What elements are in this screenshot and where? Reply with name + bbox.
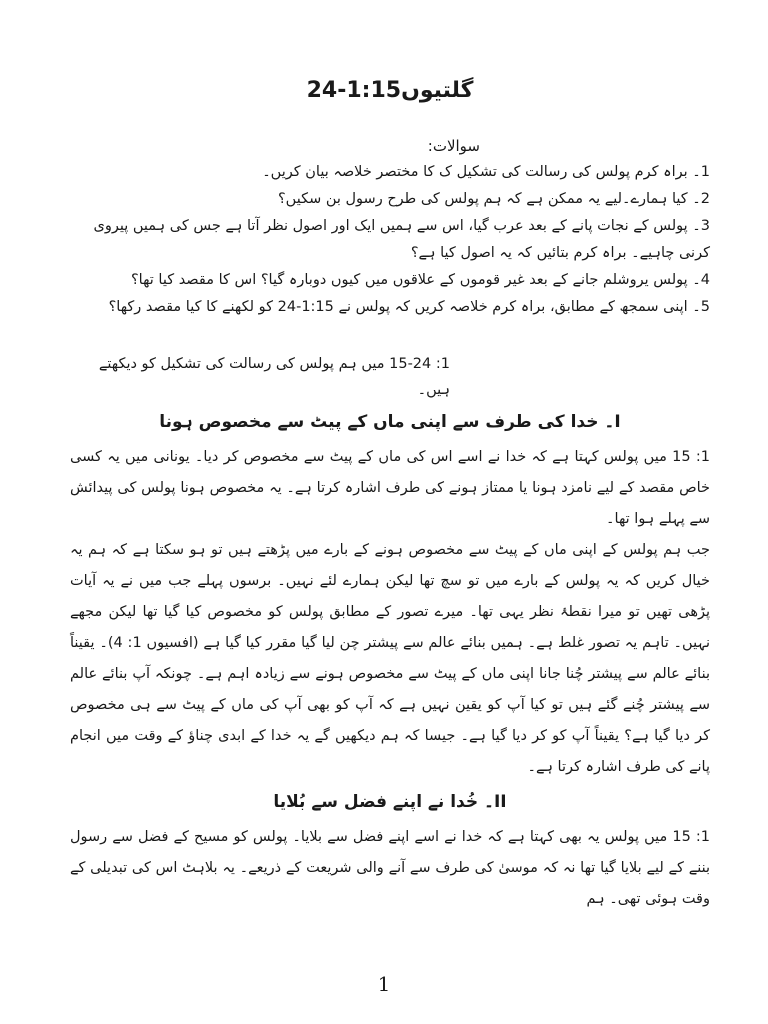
section-heading-2: II۔ خُدا نے اپنے فضل سے بُلایا — [273, 792, 507, 812]
question-item: 2۔ کیا ہمارے۔لیے یہ ممکن ہے کہ ہم پولس کی طرح رسول بن سکیں؟ — [277, 191, 710, 207]
question-item: 1۔ براہ کرم پولس کی رسالت کی تشکیل ک کا مختصر خلاصہ بیان کریں۔ — [262, 164, 710, 180]
questions-label: سوالات: — [427, 137, 480, 155]
question-item: 3۔ پولس کے نجات پانے کے بعد عرب گیا، اس سے ہمیں ایک اور اصول نظر آتا ہے جس کی ہمیں پیروی کرنی چاہیے۔ براہ کرم بتائیں کہ یہ اصول کیا ہے؟ — [93, 218, 710, 261]
section-heading-1: I۔ خدا کی طرف سے اپنی ماں کے پیٹ سے مخصوص ہونا — [159, 412, 621, 432]
question-item: 4۔ پولس یروشلم جانے کے بعد غیر قوموں کے علاقوں میں کیوں دوبارہ گیا؟ اس کا مقصد کیا تھا؟ — [130, 272, 710, 288]
paragraph: جب ہم پولس کے اپنی ماں کے پیٹ سے مخصوص ہونے کے بارے میں پڑھتے ہیں تو ہو سکتا ہے کہ ہم یہ خیال کریں کہ یہ پولس کے بارے میں تو سچ تھا لیکن ہمارے لئے نہیں۔ برسوں پہلے جب میں نے یہ آیات پڑھی تھیں تو میرا نقطۂ نظر یہی تھا۔ میرے تصور کے مطابق پولس کو مخصوص کیا گیا تھا لیکن مجھے نہیں۔ تاہم یہ تصور غلط ہے۔ ہمیں بنائے عالم سے پیشتر چن لیا گیا مقرر کیا گیا ہے (افسیوں 1: 4)۔ یقیناً بنائے عالم سے پیشتر چُنا جانا اپنی ماں کے پیٹ سے مخصوص ہونے سے زیادہ اہم ہے۔ چونکہ آپ بنائے عالم سے پیشتر چُنے گئے ہیں تو کیا آپ کو یقین نہیں ہے کہ آپ کو بھی آپ کی ماں کے پیٹ سے ہی مخصوص کر دیا گیا ہے؟ یقیناً آپ کو کر دیا گیا ہے۔ جیسا کہ ہم دیکھیں گے یہ خدا کے ابدی چناؤ کے وقت میں انجام پانے کی طرف اشارہ کرتا ہے۔ — [70, 542, 710, 775]
page-number: 1 — [377, 972, 391, 996]
document-page — [70, 70, 710, 1010]
question-item: 5۔ اپنی سمجھ کے مطابق، براہ کرم خلاصہ کریں کہ پولس نے 1:15-24 کو لکھنے کا کیا مقصد رکھا؟ — [108, 299, 710, 315]
paragraph: 1: 15 میں پولس یہ بھی کہتا ہے کہ خدا نے اسے اپنے فضل سے بلایا۔ پولس کو مسیح کے فضل سے رسول بننے کے لیے بلایا گیا تھا نہ کہ موسیٰ کی طرف سے آنے والی شریعت کے ذریعے۔ یہ بلاہٹ اس کی تبدیلی کے وقت ہوئی تھی۔ ہم — [70, 829, 710, 907]
page-title: گلتیوں1:15-24 — [306, 78, 474, 103]
paragraph: 1: 15 میں پولس کہتا ہے کہ خدا نے اسے اس کی ماں کے پیٹ سے مخصوص کر دیا۔ یونانی میں یہ کسی خاص مقصد کے لیے نامزد ہونا یا ممتاز ہونے کی طرف اشارہ کرتا ہے۔ یہ مخصوص ہونا پولس کی پیدائش سے پہلے ہوا تھا۔ — [70, 449, 711, 527]
intro-text: 1: 15-24 میں ہم پولس کی رسالت کی تشکیل کو دیکھتے ہیں۔ — [98, 356, 450, 398]
